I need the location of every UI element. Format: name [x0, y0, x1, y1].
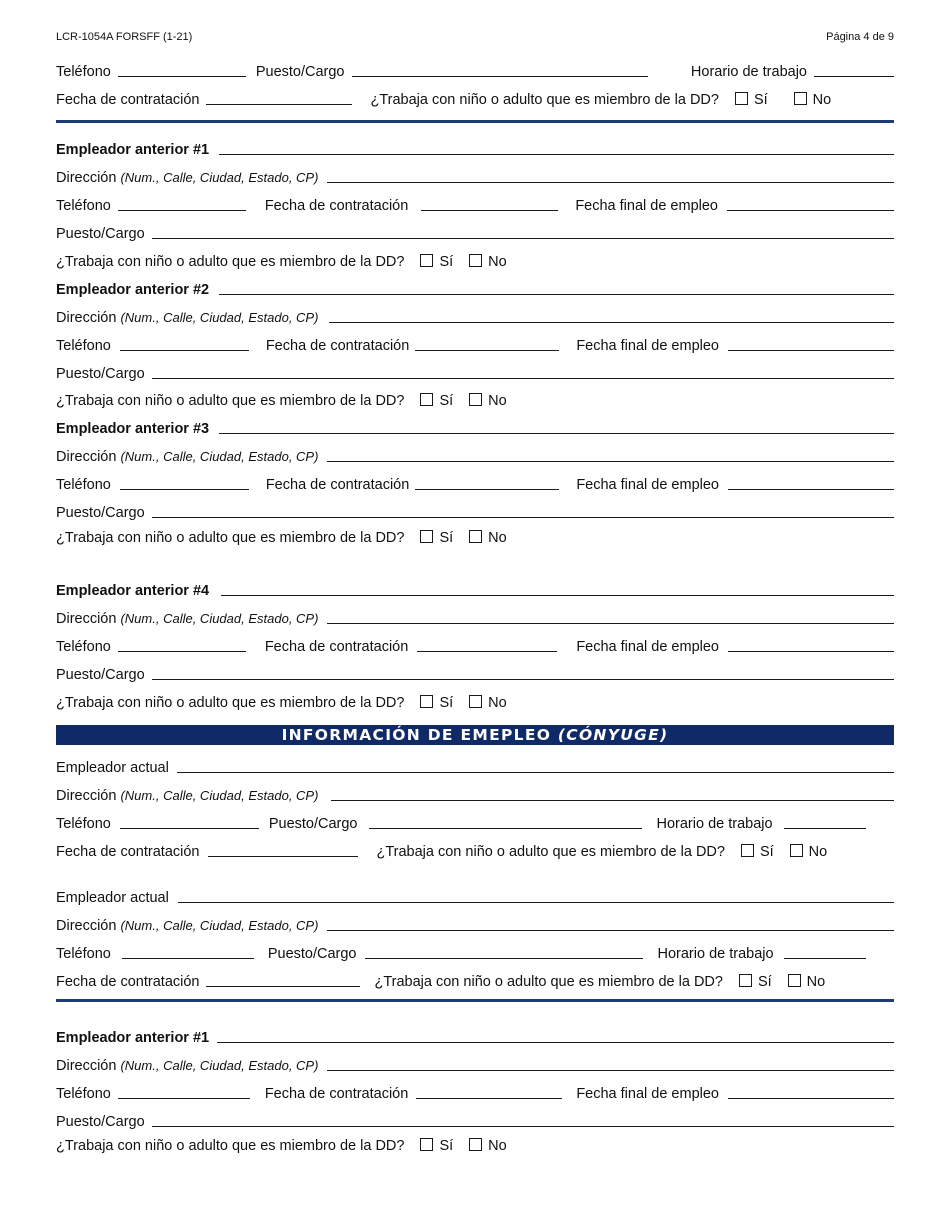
no-label: No	[812, 92, 832, 108]
hire-date-label: Fecha de contratación	[264, 639, 409, 655]
phone-label: Teléfono	[56, 338, 111, 354]
prev-employer-1-address-row	[56, 168, 894, 186]
dd-question: ¿Trabaja con niño o adulto que es miembro de la DD?	[374, 974, 723, 990]
position-field[interactable]	[152, 1126, 894, 1127]
end-date-label: Fecha final de empleo	[576, 477, 719, 493]
address-field[interactable]	[327, 930, 894, 931]
spouse-prev-employer-1-label: Empleador anterior #1	[56, 1030, 210, 1046]
phone-field[interactable]	[118, 1098, 250, 1099]
phone-field[interactable]	[120, 350, 249, 351]
dd-no-checkbox[interactable]	[788, 974, 801, 987]
prev-employer-4-row	[56, 581, 894, 599]
hire-date-field[interactable]	[417, 651, 557, 652]
spouse-employer-b-row	[56, 888, 894, 906]
schedule-label: Horario de trabajo	[690, 64, 807, 80]
yes-label: Sí	[439, 695, 454, 711]
position-field[interactable]	[152, 679, 894, 680]
yes-label: Sí	[753, 92, 768, 108]
phone-field[interactable]	[120, 828, 259, 829]
position-label: Puesto/Cargo	[268, 816, 358, 832]
prev-employer-1-row	[56, 140, 894, 158]
dd-yes-checkbox[interactable]	[739, 974, 752, 987]
dd-yes-checkbox[interactable]	[420, 530, 433, 543]
current-employer-phone-row	[56, 62, 894, 80]
dd-no-checkbox[interactable]	[469, 1138, 482, 1151]
address-field[interactable]	[327, 182, 894, 183]
prev-employer-2-dd-row	[56, 391, 894, 409]
phone-label: Teléfono	[56, 477, 111, 493]
address-label: Dirección (Num., Calle, Ciudad, Estado, CP)	[56, 788, 319, 804]
address-field[interactable]	[327, 623, 894, 624]
prev-employer-3-row	[56, 419, 894, 437]
hire-date-field[interactable]	[415, 489, 559, 490]
yes-label: Sí	[759, 844, 774, 860]
prev-employer-1-position-row	[56, 224, 894, 242]
prev-employer-1-dates-row	[56, 196, 894, 214]
position-label: Puesto/Cargo	[56, 505, 145, 521]
dd-yes-checkbox[interactable]	[420, 254, 433, 267]
no-label: No	[488, 695, 507, 711]
prev-employer-3-position-row	[56, 503, 894, 521]
address-field[interactable]	[327, 1070, 894, 1071]
address-label: Dirección (Num., Calle, Ciudad, Estado, CP)	[56, 449, 319, 465]
dd-question: ¿Trabaja con niño o adulto que es miembro de la DD?	[370, 92, 719, 108]
address-label: Dirección (Num., Calle, Ciudad, Estado, CP)	[56, 611, 319, 627]
position-label: Puesto/Cargo	[56, 667, 145, 683]
position-label: Puesto/Cargo	[56, 366, 145, 382]
hire-date-field[interactable]	[206, 104, 352, 105]
prev-employer-3-dates-row	[56, 475, 894, 493]
dd-yes-checkbox[interactable]	[741, 844, 754, 857]
spouse-employer-b-phone-row	[56, 944, 894, 962]
prev-employer-1-label: Empleador anterior #1	[56, 142, 210, 158]
section-divider	[56, 120, 894, 123]
spouse-prev-employer-1-field[interactable]	[217, 1042, 894, 1043]
yes-label: Sí	[757, 974, 772, 990]
no-label: No	[488, 530, 507, 546]
dd-question: ¿Trabaja con niño o adulto que es miembro de la DD?	[56, 254, 405, 270]
dd-no-checkbox[interactable]	[469, 530, 482, 543]
prev-employer-2-row	[56, 280, 894, 298]
spouse-employer-b-hire-row	[56, 972, 894, 990]
dd-no-checkbox[interactable]	[790, 844, 803, 857]
hire-date-field[interactable]	[208, 856, 358, 857]
end-date-label: Fecha final de empleo	[575, 198, 718, 214]
current-employer-label: Empleador actual	[56, 760, 169, 776]
phone-label: Teléfono	[56, 64, 111, 80]
phone-field[interactable]	[118, 651, 246, 652]
position-field[interactable]	[352, 76, 648, 77]
spouse-prev-employer-1-position-row	[56, 1112, 894, 1130]
hire-date-field[interactable]	[421, 210, 558, 211]
prev-employer-1-dd-row	[56, 252, 894, 270]
dd-no-checkbox[interactable]	[469, 254, 482, 267]
dd-question: ¿Trabaja con niño o adulto que es miembro de la DD?	[56, 393, 405, 409]
prev-employer-4-label: Empleador anterior #4	[56, 583, 210, 599]
prev-employer-4-dd-row	[56, 693, 894, 711]
prev-employer-3-field[interactable]	[219, 433, 894, 434]
hire-date-field[interactable]	[206, 986, 360, 987]
spouse-prev-employer-1-dd-row	[56, 1136, 894, 1154]
yes-label: Sí	[439, 393, 454, 409]
hire-date-label: Fecha de contratación	[56, 844, 200, 860]
spouse-employer-a-row	[56, 758, 894, 776]
hire-date-label: Fecha de contratación	[264, 198, 409, 214]
hire-date-label: Fecha de contratación	[265, 338, 410, 354]
end-date-field[interactable]	[728, 651, 894, 652]
hire-date-label: Fecha de contratación	[56, 974, 200, 990]
page-number: Página 4 de 9	[826, 31, 894, 43]
schedule-label: Horario de trabajo	[657, 946, 774, 962]
phone-label: Teléfono	[56, 1086, 111, 1102]
address-field[interactable]	[329, 322, 894, 323]
schedule-field[interactable]	[784, 958, 866, 959]
address-field[interactable]	[327, 461, 894, 462]
address-label: Dirección (Num., Calle, Ciudad, Estado, CP)	[56, 310, 319, 326]
address-field[interactable]	[331, 800, 894, 801]
position-field[interactable]	[369, 828, 642, 829]
position-field[interactable]	[152, 238, 894, 239]
banner-title: INFORMACIÓN DE EMEPLEO	[281, 726, 552, 744]
end-date-field[interactable]	[728, 489, 894, 490]
spouse-prev-employer-1-row	[56, 1028, 894, 1046]
dd-yes-checkbox[interactable]	[420, 1138, 433, 1151]
hire-date-field[interactable]	[416, 1098, 562, 1099]
phone-label: Teléfono	[56, 639, 111, 655]
hire-date-label: Fecha de contratación	[265, 477, 410, 493]
position-field[interactable]	[152, 517, 894, 518]
phone-field[interactable]	[122, 958, 254, 959]
section-banner-spouse-employment	[56, 725, 894, 745]
phone-label: Teléfono	[56, 816, 111, 832]
no-label: No	[806, 974, 826, 990]
prev-employer-3-dd-row	[56, 528, 894, 546]
hire-date-label: Fecha de contratación	[264, 1086, 409, 1102]
address-label: Dirección (Num., Calle, Ciudad, Estado, CP)	[56, 1058, 319, 1074]
phone-field[interactable]	[118, 76, 246, 77]
dd-yes-checkbox[interactable]	[735, 92, 748, 105]
end-date-label: Fecha final de empleo	[576, 1086, 719, 1102]
end-date-field[interactable]	[728, 1098, 894, 1099]
spouse-prev-employer-1-address-row	[56, 1056, 894, 1074]
phone-label: Teléfono	[56, 946, 111, 962]
schedule-label: Horario de trabajo	[656, 816, 773, 832]
dd-no-checkbox[interactable]	[469, 393, 482, 406]
position-field[interactable]	[152, 378, 894, 379]
phone-field[interactable]	[120, 489, 249, 490]
phone-label: Teléfono	[56, 198, 111, 214]
banner-title-italic: (CÓNYUGE)	[557, 726, 669, 744]
dd-yes-checkbox[interactable]	[420, 393, 433, 406]
prev-employer-2-position-row	[56, 364, 894, 382]
spouse-employer-b-address-row	[56, 916, 894, 934]
prev-employer-1-field[interactable]	[219, 154, 894, 155]
spouse-prev-employer-1-dates-row	[56, 1084, 894, 1102]
prev-employer-4-dates-row	[56, 637, 894, 655]
yes-label: Sí	[439, 530, 454, 546]
current-employer-hire-row	[56, 90, 894, 108]
prev-employer-4-address-row	[56, 609, 894, 627]
end-date-label: Fecha final de empleo	[576, 338, 719, 354]
dd-question: ¿Trabaja con niño o adulto que es miembro de la DD?	[56, 530, 405, 546]
prev-employer-2-label: Empleador anterior #2	[56, 282, 210, 298]
prev-employer-2-address-row	[56, 308, 894, 326]
address-label: Dirección (Num., Calle, Ciudad, Estado, CP)	[56, 918, 319, 934]
hire-date-field[interactable]	[415, 350, 559, 351]
yes-label: Sí	[439, 254, 454, 270]
no-label: No	[488, 1138, 507, 1154]
schedule-field[interactable]	[814, 76, 894, 77]
spouse-employer-a-hire-row	[56, 842, 894, 860]
position-label: Puesto/Cargo	[56, 1114, 145, 1130]
dd-question: ¿Trabaja con niño o adulto que es miembro de la DD?	[56, 695, 405, 711]
prev-employer-3-label: Empleador anterior #3	[56, 421, 210, 437]
end-date-label: Fecha final de empleo	[576, 639, 719, 655]
no-label: No	[488, 254, 507, 270]
position-label: Puesto/Cargo	[56, 226, 145, 242]
prev-employer-4-field[interactable]	[221, 595, 894, 596]
no-label: No	[488, 393, 507, 409]
form-id: LCR-1054A FORSFF (1-21)	[56, 31, 193, 43]
dd-question: ¿Trabaja con niño o adulto que es miembro de la DD?	[376, 844, 725, 860]
current-employer-field[interactable]	[178, 902, 894, 903]
dd-no-checkbox[interactable]	[794, 92, 807, 105]
current-employer-label: Empleador actual	[56, 890, 169, 906]
no-label: No	[808, 844, 828, 860]
prev-employer-2-field[interactable]	[219, 294, 894, 295]
current-employer-field[interactable]	[177, 772, 894, 773]
yes-label: Sí	[439, 1138, 454, 1154]
position-label: Puesto/Cargo	[255, 64, 345, 80]
dd-yes-checkbox[interactable]	[420, 695, 433, 708]
address-label: Dirección (Num., Calle, Ciudad, Estado, CP)	[56, 170, 319, 186]
dd-no-checkbox[interactable]	[469, 695, 482, 708]
section-divider	[56, 999, 894, 1002]
position-field[interactable]	[365, 958, 643, 959]
end-date-field[interactable]	[727, 210, 894, 211]
prev-employer-4-position-row	[56, 665, 894, 683]
end-date-field[interactable]	[728, 350, 894, 351]
hire-date-label: Fecha de contratación	[56, 92, 200, 108]
position-label: Puesto/Cargo	[267, 946, 357, 962]
dd-question: ¿Trabaja con niño o adulto que es miembro de la DD?	[56, 1138, 405, 1154]
spouse-employer-a-address-row	[56, 786, 894, 804]
phone-field[interactable]	[118, 210, 246, 211]
spouse-employer-a-phone-row	[56, 814, 894, 832]
prev-employer-2-dates-row	[56, 336, 894, 354]
prev-employer-3-address-row	[56, 447, 894, 465]
schedule-field[interactable]	[784, 828, 866, 829]
